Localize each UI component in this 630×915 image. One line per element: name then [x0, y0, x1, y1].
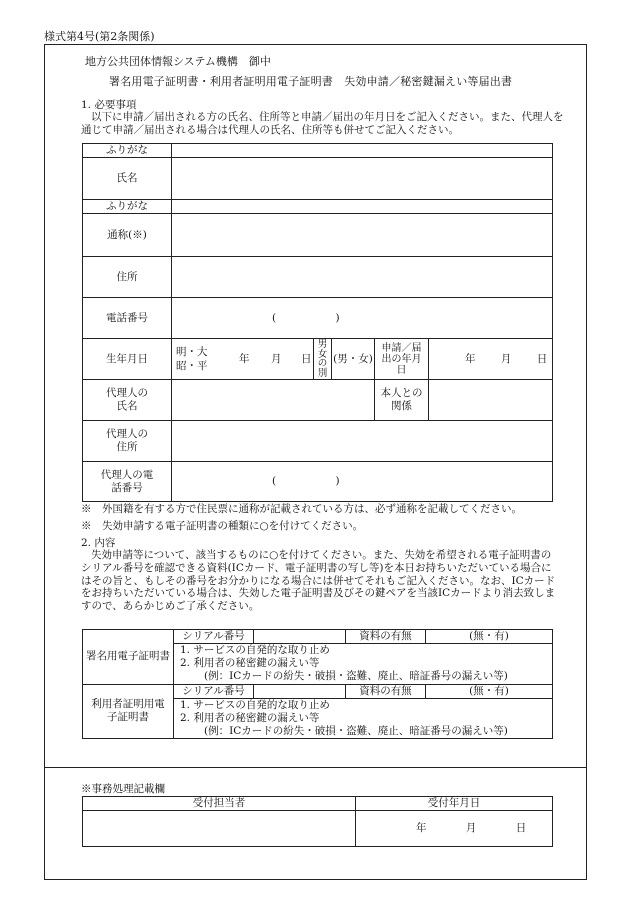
sex-options[interactable]: (男・女) — [332, 339, 375, 380]
cert2-materials-options[interactable]: (無・有) — [426, 684, 553, 698]
request-date-label — [375, 339, 429, 380]
section2-heading: 2. 内容 — [81, 537, 116, 549]
cert1-reason2[interactable]: 2. 利用者の秘密鍵の漏えい等 — [174, 657, 553, 670]
agent-phone-field[interactable] — [172, 462, 553, 502]
cert2-serial-field[interactable] — [254, 684, 346, 698]
address-field[interactable] — [172, 257, 553, 298]
birth-year-unit: 年 — [239, 353, 250, 366]
name-field[interactable] — [172, 158, 553, 200]
form-number: 様式第4号(第2条関係) — [44, 30, 155, 43]
request-month-unit: 月 — [500, 352, 512, 365]
office-heading: ※事務処理記載欄 — [81, 783, 165, 795]
name-label: 氏名 — [83, 158, 172, 200]
agent-phone-label-text: 代理人の電話番号 — [100, 468, 154, 494]
note-alias: ※ 外国籍を有する方で住民票に通称が記載されている方は、必ず通称を記載してください。 — [81, 503, 522, 515]
phone-paren-close: ) — [335, 311, 340, 324]
office-divider — [45, 767, 586, 768]
cert1-materials-label: 資料の有無 — [346, 630, 426, 644]
request-date-field[interactable] — [429, 339, 553, 380]
alias-label: 通称(※) — [83, 214, 172, 257]
receiver-label: 受付担当者 — [83, 797, 356, 811]
cert2-reason2[interactable]: 2. 利用者の秘密鍵の漏えい等 — [174, 712, 553, 725]
office-table — [82, 796, 553, 847]
applicant-table — [82, 143, 553, 502]
section1-heading: 1. 必要事項 — [81, 99, 137, 111]
request-year-unit: 年 — [465, 352, 476, 365]
birth-month-unit: 月 — [271, 353, 282, 366]
era-option-1: 明・大 — [176, 346, 208, 359]
sex-label — [314, 339, 332, 380]
agent-phone-paren-close: ) — [335, 475, 340, 488]
address-label: 住所 — [83, 257, 172, 298]
agent-phone-paren-open: ( — [272, 475, 277, 488]
agent-name-label-text: 代理人の氏名 — [106, 387, 148, 413]
cert2-reason1[interactable]: 1. サービスの自発的な取り止め — [174, 698, 553, 712]
phone-label: 電話番号 — [83, 298, 172, 339]
agent-address-field[interactable] — [172, 421, 553, 462]
birth-date-label: 生年月日 — [83, 339, 172, 380]
relation-label-text: 本人との関係 — [380, 387, 423, 413]
receipt-date-label: 受付年月日 — [356, 797, 553, 811]
document-title: 署名用電子証明書・利用者証明用電子証明書 失効申請／秘密鍵漏えい等届出書 — [109, 75, 513, 88]
cert1-reason1[interactable]: 1. サービスの自発的な取り止め — [174, 644, 553, 658]
cert1-example: (例：ICカードの紛失・破損・盗難、廃止、暗証番号の漏えい等) — [174, 670, 553, 684]
cert1-serial-label: シリアル番号 — [174, 630, 254, 644]
phone-field[interactable] — [172, 298, 553, 339]
receipt-date-field[interactable] — [356, 811, 553, 847]
cert1-materials-options[interactable]: (無・有) — [426, 630, 553, 644]
birth-date-field[interactable] — [172, 339, 314, 380]
furigana-label: ふりがな — [83, 144, 172, 158]
relation-label — [375, 380, 429, 421]
section1-instructions: 以下に申請／届出される方の氏名、住所等と申請／届出の年月日をご記入ください。また、代理人を通じて申請／届出される場合は代理人の氏名、住所等も併せてご記入ください。 — [81, 111, 564, 136]
cert1-label[interactable]: 署名用電子証明書 — [83, 630, 174, 685]
receipt-year-unit: 年 — [416, 822, 427, 835]
furigana-label-2: ふりがな — [83, 200, 172, 214]
receiver-field[interactable] — [83, 811, 356, 847]
cert2-label-text: 利用者証明用電子証明書 — [91, 698, 165, 724]
agent-address-label-text: 代理人の住所 — [106, 428, 148, 454]
section2-instructions: 失効申請等について、該当するものに○を付けてください。また、失効を希望される電子証明書のシリアル番号を確認できる資料(ICカード、電子証明書の写し等)を本日お持ちいただいている場合にはその旨と、もしその番号をお分かりになる場合には併せてそれもご記入ください。なお、ICカードをお持ちいただいている場合は、失効した電子証明書及びその鍵ペアを当該ICカードより消去致しますので、あらかじめご了承ください。 — [81, 549, 556, 613]
alias-field[interactable] — [172, 214, 553, 257]
relation-field[interactable] — [429, 380, 553, 421]
note-cert-type: ※ 失効申請する電子証明書の種類に○を付けてください。 — [81, 520, 364, 532]
receipt-month-unit: 月 — [465, 822, 477, 835]
agent-address-label — [83, 421, 172, 462]
addressee: 地方公共団体情報システム機構 御中 — [85, 55, 271, 68]
form-frame — [44, 44, 587, 880]
era-option-2: 昭・平 — [176, 360, 208, 373]
phone-paren-open: ( — [272, 311, 277, 324]
agent-name-field[interactable] — [172, 380, 375, 421]
furigana-field-2[interactable] — [172, 200, 553, 214]
cert2-serial-label: シリアル番号 — [174, 684, 254, 698]
request-date-label-text: 申請／届出の年月日 — [381, 342, 422, 376]
certificate-table — [82, 629, 553, 739]
sex-label-text: 男女の別 — [317, 339, 328, 379]
cert1-serial-field[interactable] — [254, 630, 346, 644]
receipt-day-unit: 日 — [515, 822, 527, 835]
cert2-label[interactable] — [83, 684, 174, 739]
agent-phone-label — [83, 462, 172, 502]
furigana-field[interactable] — [172, 144, 553, 158]
cert2-materials-label: 資料の有無 — [346, 684, 426, 698]
agent-name-label — [83, 380, 172, 421]
cert2-example: (例：ICカードの紛失・破損・盗難、廃止、暗証番号の漏えい等) — [174, 725, 553, 739]
birth-day-unit: 日 — [301, 353, 312, 366]
request-day-unit: 日 — [536, 352, 548, 365]
